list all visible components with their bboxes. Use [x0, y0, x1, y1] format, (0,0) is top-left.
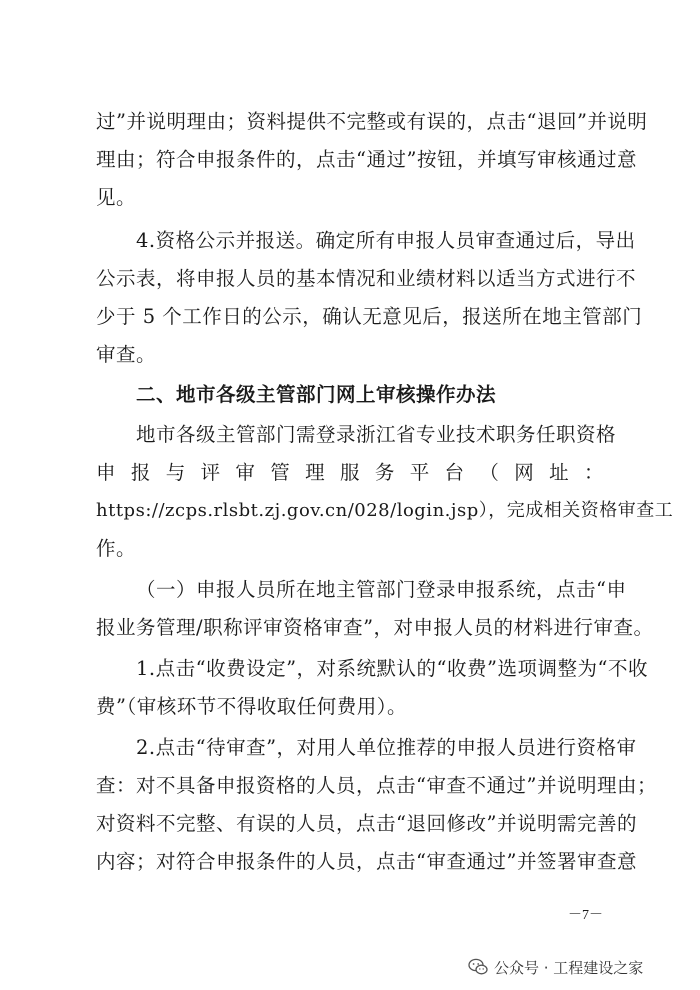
body-line: 理由；符合申报条件的，点击“通过”按钮，并填写审核通过意 [96, 148, 637, 171]
watermark [468, 954, 643, 980]
body-line: https://zcps.rlsbt.zj.gov.cn/028/login.jsp），完成相关资格审查工 [96, 500, 674, 521]
body-line: 费”（审核环节不得收取任何费用）。 [96, 695, 407, 718]
section-heading: 二、地市各级主管部门网上审核操作办法 [136, 383, 497, 406]
body-line: 申报与评审管理服务平台（网址： [96, 461, 604, 484]
body-line: 少于 5 个工作日的公示，确认无意见后，报送所在地主管部门 [96, 305, 643, 328]
body-line: 内容；对符合申报条件的人员，点击“审查通过”并签署审查意 [96, 850, 637, 873]
body-line: 报业务管理/职称评审资格审查”，对申报人员的材料进行审查。 [96, 616, 654, 639]
body-line: 2.点击“待审查”，对用人单位推荐的申报人员进行资格审 [136, 736, 637, 759]
body-line: 过”并说明理由；资料提供不完整或有误的，点击“退回”并说明 [96, 110, 648, 133]
body-line: 地市各级主管部门需登录浙江省专业技术职务任职资格 [136, 423, 617, 446]
wechat-icon [468, 958, 488, 976]
body-line: 4.资格公示并报送。确定所有申报人员审查通过后，导出 [136, 229, 636, 252]
body-line: 1.点击“收费设定”，对系统默认的“收费”选项调整为“不收 [136, 657, 648, 680]
body-line: （一）申报人员所在地主管部门登录申报系统，点击“申 [136, 578, 627, 601]
body-line: 对资料不完整、有误的人员，点击“退回修改”并说明需完善的 [96, 812, 637, 835]
page-number: －7－ [568, 908, 603, 923]
body-line: 公示表，将申报人员的基本情况和业绩材料以适当方式进行不 [96, 267, 637, 290]
body-line: 作。 [96, 537, 137, 560]
body-line: 查：对不具备申报资格的人员，点击“审查不通过”并说明理由； [96, 774, 657, 797]
watermark-text: 公众号 · 工程建设之家 [494, 958, 644, 977]
body-line: 审查。 [96, 343, 157, 366]
body-line: 见。 [96, 186, 137, 209]
